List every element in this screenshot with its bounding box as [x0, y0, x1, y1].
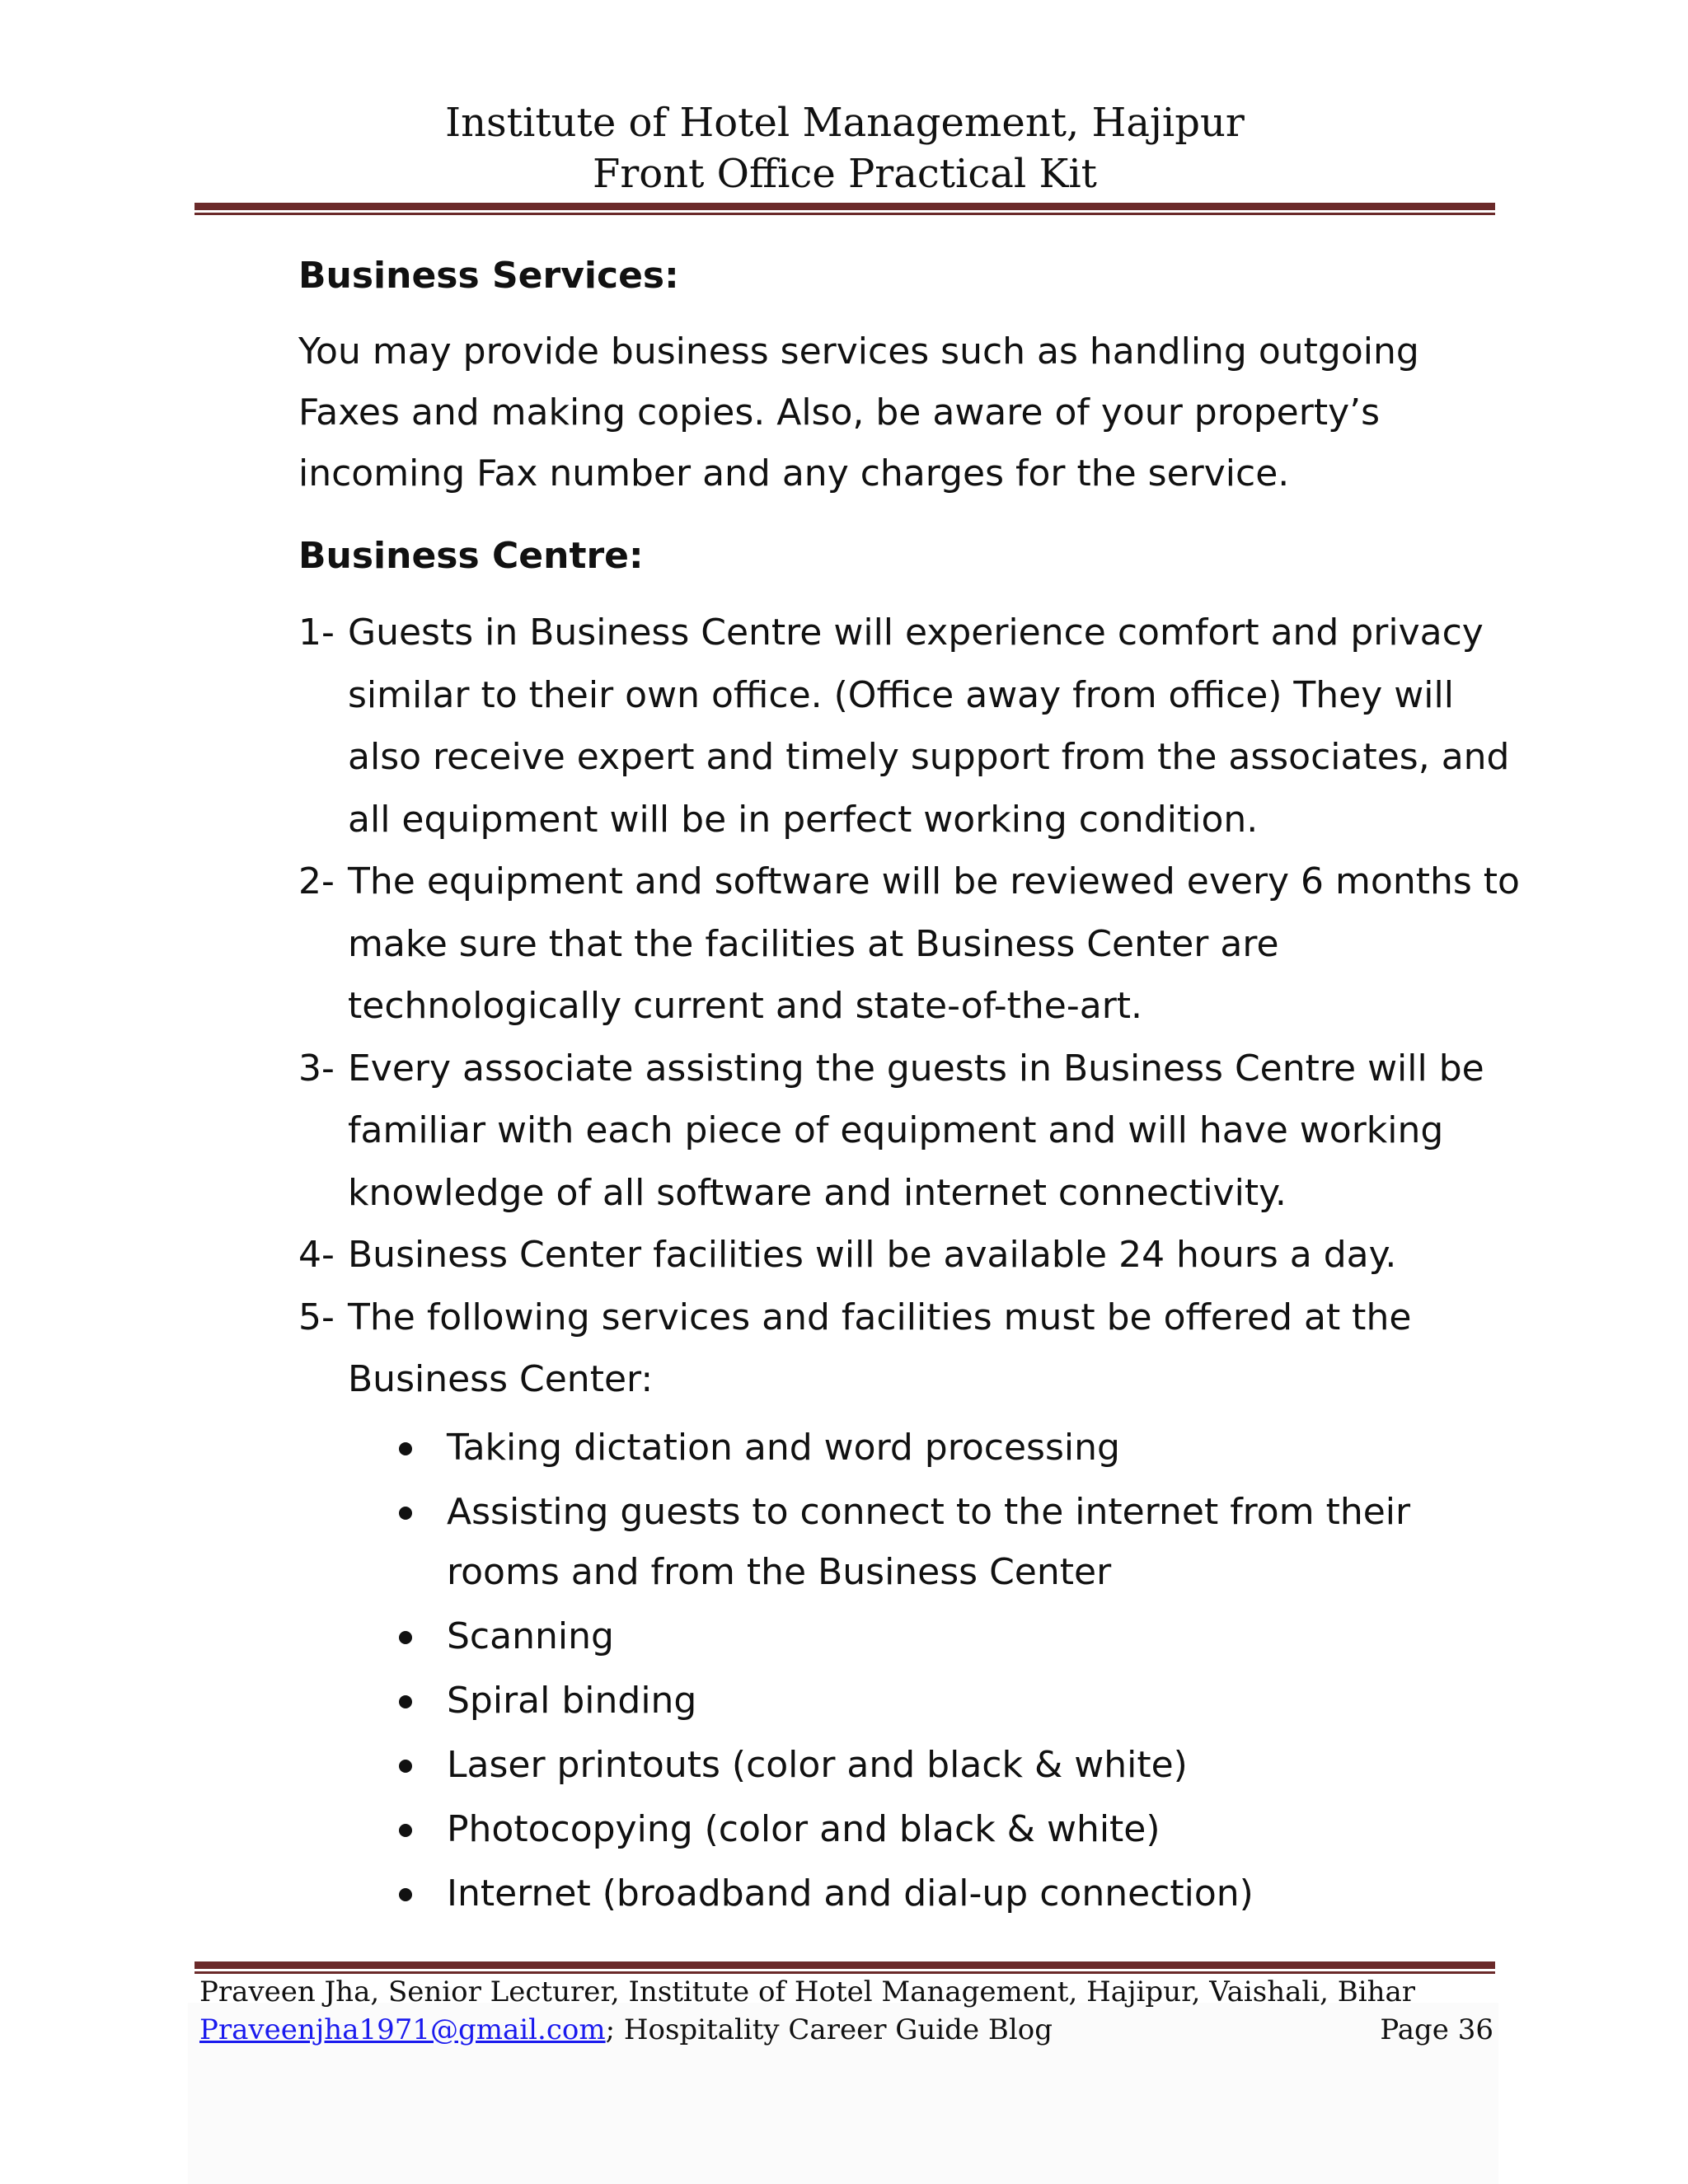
bullet-text: Assisting guests to connect to the internet from their rooms and from the Business Center: [447, 1490, 1411, 1593]
item-text: Guests in Business Centre will experience comfort and privacy similar to their own office. (Office away from office) They will also receive expert and timely support from the associates, and all equipment will be in perfect working condition.: [348, 612, 1510, 841]
bullet-icon: [399, 1631, 412, 1644]
bullet-item: [447, 1799, 1469, 1859]
page-footer: [199, 1973, 1493, 2049]
list-item: [298, 1286, 1533, 1924]
bullet-icon: [399, 1507, 412, 1520]
item-number: 4-: [298, 1234, 335, 1276]
bullet-item: [447, 1482, 1469, 1602]
page-header: [195, 97, 1495, 199]
item-text: The equipment and software will be reviewed every 6 months to make sure that the facilities at Business Center are technologically current and state-of-the-art.: [348, 860, 1520, 1027]
item-number: 1-: [298, 612, 335, 654]
bullet-icon: [399, 1760, 412, 1773]
bullet-item: [447, 1671, 1469, 1731]
business-services-heading: Business Services:: [298, 255, 679, 297]
bullet-text: Photocopying (color and black & white): [447, 1807, 1160, 1850]
author-line: Praveen Jha, Senior Lecturer, Institute of Hotel Management, Hajipur, Vaishali, Bihar: [199, 1975, 1416, 2008]
header-rule: [195, 203, 1495, 215]
page-number: Page 36: [1380, 2013, 1493, 2046]
institute-name: Institute of Hotel Management, Hajipur: [445, 100, 1245, 146]
bullet-icon: [399, 1824, 412, 1837]
list-item: [298, 851, 1533, 1038]
list-item: [298, 602, 1533, 851]
item-text: Every associate assisting the guests in Business Centre will be familiar with each piece of equipment and will have working knowledge of all software and internet connectivity.: [348, 1047, 1484, 1214]
business-services-paragraph: You may provide business services such as handling outgoing Faxes and making copies. Also, be aware of your property’s incoming Fax number and any charges for the service.: [298, 330, 1419, 494]
item-number: 2-: [298, 860, 335, 902]
list-item: [298, 1224, 1533, 1286]
item-number: 5-: [298, 1296, 335, 1338]
footer-rule: [195, 1961, 1495, 1974]
business-centre-list: [298, 602, 1520, 1924]
bullet-text: Scanning: [447, 1615, 614, 1657]
bullet-text: Spiral binding: [447, 1679, 697, 1722]
bullet-icon: [399, 1888, 412, 1901]
kit-title: Front Office Practical Kit: [593, 151, 1097, 197]
bullet-text: Internet (broadband and dial-up connection): [447, 1872, 1254, 1915]
item-number: 3-: [298, 1047, 335, 1090]
email-link[interactable]: Praveenjha1971@gmail.com: [199, 2013, 606, 2046]
page-content: [298, 247, 1520, 1928]
bullet-icon: [399, 1695, 412, 1708]
services-bullet-list: [348, 1418, 1533, 1924]
contact-line: [199, 2011, 1493, 2049]
item-text: Business Center facilities will be available 24 hours a day.: [348, 1234, 1397, 1276]
bullet-item: [447, 1606, 1469, 1666]
bullet-text: Laser printouts (color and black & white): [447, 1743, 1188, 1786]
item-text: The following services and facilities must be offered at the Business Center:: [348, 1296, 1412, 1400]
blog-label: ; Hospitality Career Guide Blog: [605, 2013, 1053, 2046]
bullet-text: Taking dictation and word processing: [447, 1426, 1120, 1469]
business-centre-heading: Business Centre:: [298, 535, 644, 577]
bullet-item: [447, 1735, 1469, 1795]
bullet-item: [447, 1418, 1469, 1478]
bullet-icon: [399, 1442, 412, 1455]
bullet-item: [447, 1863, 1469, 1924]
list-item: [298, 1038, 1533, 1225]
